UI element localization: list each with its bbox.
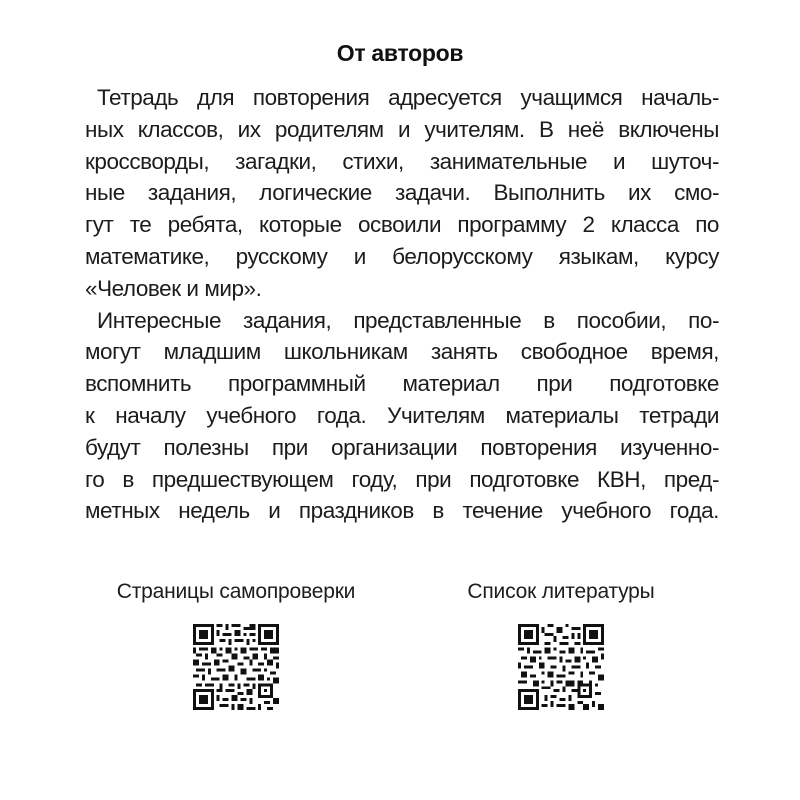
paragraph-2-line-6: го в предшествующем году, при подготовке КВН, пред- [85,466,719,492]
qr-code-icon[interactable] [518,624,604,710]
paragraph-1-line-1: Тетрадь для повторения адресуется учащимся началь- [97,85,719,110]
body-text [85,82,719,527]
qr-bibliography-label: Список литературы [467,580,655,603]
paragraph-1-line-4: ные задания, логические задачи. Выполнить их смо- [85,180,719,206]
paragraph-2-line-2: могут младшим школьникам занять свободное время, [85,339,719,365]
paragraph-1-line-5: гут те ребята, которые освоили программу 2 класса по [85,212,719,238]
paragraph-1-line-2: ных классов, их родителям и учителям. В неё включены [85,116,719,142]
paragraph-2-line-7: метных недель и праздников в течение учебного года. [85,498,719,524]
qr-code-icon[interactable] [193,624,279,710]
paragraph-2-line-1: Интересные задания, представленные в пособии, по- [97,307,719,333]
page-title: От авторов [336,40,464,66]
qr-self-check-label: Страницы самопроверки [116,580,356,603]
qr-bibliography [448,578,674,715]
paragraph-2-line-4: к началу учебного года. Учителям материалы тетради [85,402,719,428]
paragraph-1-line-6: математике, русскому и белорусскому языкам, курсу [85,243,719,269]
paragraph-2-line-3: вспомнить программный материал при подготовке [85,371,719,397]
paragraph-1-line-7: «Человек и мир». [85,275,262,301]
paragraph-2-line-5: будут полезны при организации повторения изученно- [85,434,719,460]
paragraph-1-line-3: кроссворды, загадки, стихи, занимательные и шуточ- [85,148,719,174]
qr-self-check [90,578,382,715]
